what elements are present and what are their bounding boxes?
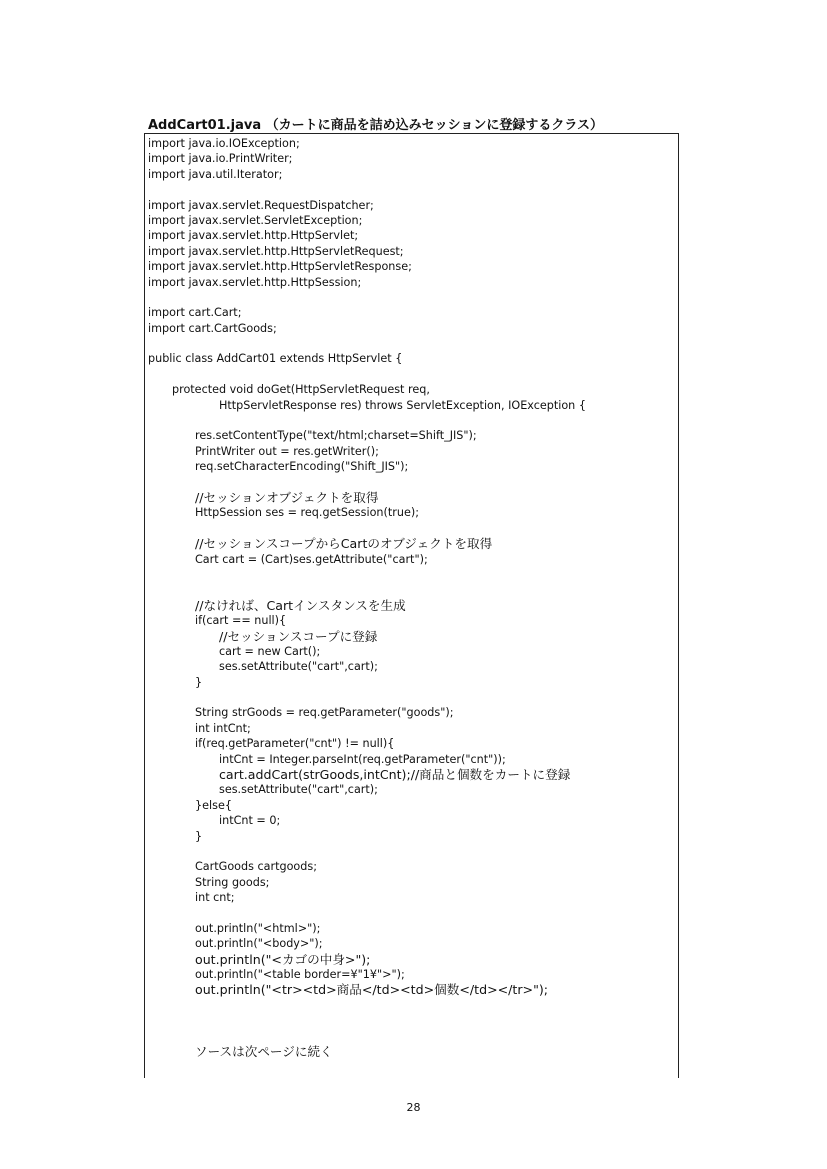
code-line — [148, 844, 678, 859]
code-line: cart.addCart(strGoods,intCnt);//商品と個数をカートに登録 — [219, 767, 571, 783]
code-line: res.setContentType("text/html;charset=Shift_JIS"); — [195, 429, 477, 443]
code-line: //セッションスコープに登録 — [219, 628, 378, 644]
code-line: //セッションオブジェクトを取得 — [195, 489, 379, 505]
code-line: intCnt = 0; — [219, 814, 281, 828]
code-line: ses.setAttribute("cart",cart); — [219, 660, 378, 674]
code-line — [148, 1029, 678, 1044]
code-line: req.setCharacterEncoding("Shift_JIS"); — [195, 460, 409, 474]
code-line: out.println("<html>"); — [195, 921, 321, 935]
code-line: HttpServletResponse res) throws ServletException, IOException { — [219, 398, 586, 412]
code-line: } — [195, 829, 203, 843]
code-line: out.println("<tr><td>商品</td><td>個数</td></tr>"); — [195, 982, 549, 998]
code-line: import cart.Cart; — [148, 306, 242, 320]
code-line: ソースは次ページに続く — [195, 1044, 333, 1060]
code-line — [148, 336, 678, 351]
code-line — [148, 413, 678, 428]
code-line — [148, 690, 678, 705]
code-line — [148, 475, 678, 490]
code-line: intCnt = Integer.parseInt(req.getParameter("cnt")); — [219, 752, 506, 766]
code-line: out.println("<body>"); — [195, 937, 323, 951]
code-line: CartGoods cartgoods; — [195, 860, 317, 874]
code-line: //なければ、Cartインスタンスを生成 — [195, 597, 406, 613]
code-line: PrintWriter out = res.getWriter(); — [195, 444, 379, 458]
code-line: HttpSession ses = req.getSession(true); — [195, 506, 419, 520]
code-listing — [148, 136, 678, 1059]
code-line: public class AddCart01 extends HttpServlet { — [148, 352, 403, 366]
code-line: ses.setAttribute("cart",cart); — [219, 783, 378, 797]
document-heading: AddCart01.java （カートに商品を詰め込みセッションに登録するクラス） — [148, 118, 603, 133]
code-line: //セッションスコープからCartのオブジェクトを取得 — [195, 536, 493, 552]
code-line: protected void doGet(HttpServletRequest req, — [172, 383, 430, 397]
code-line: import javax.servlet.http.HttpServlet; — [148, 229, 359, 243]
code-line — [148, 1013, 678, 1028]
code-line: } — [195, 675, 203, 689]
code-line: cart = new Cart(); — [219, 644, 321, 658]
code-line: String goods; — [195, 875, 270, 889]
code-line: out.println("<カゴの中身>"); — [195, 951, 371, 967]
code-line: import javax.servlet.RequestDispatcher; — [148, 198, 374, 212]
code-line — [148, 567, 678, 582]
code-line: if(req.getParameter("cnt") != null){ — [195, 737, 395, 751]
code-line: import javax.servlet.http.HttpServletRequest; — [148, 244, 404, 258]
code-line: import javax.servlet.http.HttpServletResponse; — [148, 260, 412, 274]
code-line: if(cart == null){ — [195, 614, 287, 628]
code-line: import cart.CartGoods; — [148, 321, 277, 335]
code-line: import javax.servlet.http.HttpSession; — [148, 275, 362, 289]
page-number: 28 — [406, 1101, 421, 1114]
code-line — [148, 906, 678, 921]
code-line: import java.io.IOException; — [148, 137, 300, 150]
code-line: import javax.servlet.ServletException; — [148, 213, 363, 227]
code-line — [148, 521, 678, 536]
code-line: }else{ — [195, 798, 232, 812]
code-line — [148, 998, 678, 1013]
code-line: out.println("<table border=¥"1¥">"); — [195, 968, 405, 982]
code-line: String strGoods = req.getParameter("goods"); — [195, 706, 454, 720]
code-line: import java.io.PrintWriter; — [148, 152, 293, 166]
code-line — [148, 290, 678, 305]
code-line — [148, 367, 678, 382]
code-line: import java.util.Iterator; — [148, 167, 283, 181]
code-line: int cnt; — [195, 891, 235, 905]
code-line — [148, 182, 678, 197]
code-line: int intCnt; — [195, 721, 251, 735]
code-line: Cart cart = (Cart)ses.getAttribute("cart"); — [195, 552, 428, 566]
code-line — [148, 582, 678, 597]
